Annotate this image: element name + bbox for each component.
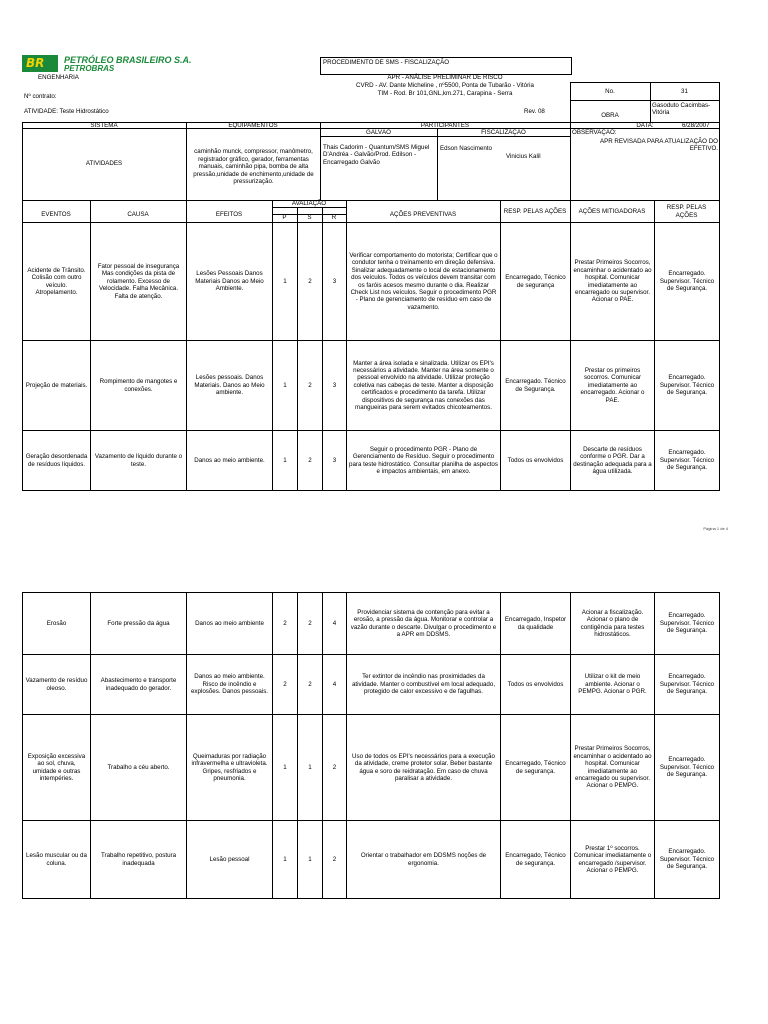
row-acoes-preventivas: Verificar comportamento do motorista; Certificar que o condutor tenha o treinamento em direção defensiva. Sinalizar adequadamente o local de estacionamento dos veículos. Todos os veículos devem transitar com os faróis acesos mesmo durante o dia. Realizar Check List nos veículos. Seguir o procedimento PGR - Plano de gerenciamento de resíduo em caso de vazamento.	[349, 251, 498, 311]
row-acoes-mitigadoras: Prestar Primeiros Socorros, encaminhar o acidentado ao hospital. Comunicar imediatamente ao encarregado ou supervisor. Acionar o PAE.	[573, 259, 652, 304]
obra-label: OBRA	[601, 112, 619, 119]
row-resp-preventivas: Encarregado, Inspetor da qualidade	[504, 616, 567, 631]
row-resp-mitigadoras: Encarregado. Supervisor. Técnico de Segurança.	[659, 612, 715, 635]
row-p: 1	[283, 456, 287, 464]
row-resp-mitigadoras: Encarregado. Supervisor. Técnico de Segurança.	[659, 449, 715, 472]
procedure-title: PROCEDIMENTO DE SMS - FISCALIZAÇÃO	[323, 59, 450, 66]
row-acoes-mitigadoras: Prestar Primeiros Socorros, encaminhar o acidentado ao hospital. Comunicar imediatamente ao encarregado ou supervisor. Acionar o PEMPG.	[573, 745, 652, 790]
row-s: 2	[308, 381, 312, 389]
col-avaliacao: AVALIAÇÃO	[291, 199, 327, 207]
number-value: 31	[681, 88, 688, 95]
row-acoes-mitigadoras: Descarte de resíduos conforme o PGR. Dar a destinação adequada para a água utilizada.	[573, 445, 652, 475]
row-r: 2	[332, 763, 337, 771]
brand-name: PETRÓLEO BRASILEIRO S.A.	[64, 55, 192, 65]
row-s: 1	[308, 855, 312, 863]
row-evento: Erosão	[46, 619, 67, 627]
row-s: 2	[308, 456, 312, 464]
row-efeito: Danos ao meio ambiente.	[194, 456, 265, 464]
observacao-value: APR REVISADA PARA ATUALIZAÇÃO DO EFETIVO.	[599, 138, 718, 153]
row-efeito: Queimaduras por radiação infravermelha e ultravioleta. Gripes, resfriados e pneumonia.	[191, 752, 268, 782]
galvao-participants: Thais Cadorim - Quantum/SMS Miguel D'Andréa - Galvão/Prod. Edilson - Encarregado Galvão	[323, 143, 430, 166]
row-evento: Lesão muscular ou da coluna.	[26, 852, 87, 867]
department: ENGENHARIA	[38, 74, 79, 81]
row-s: 2	[308, 619, 312, 627]
row-evento: Vazamento de resíduo oleoso.	[25, 677, 88, 692]
row-acoes-preventivas: Providenciar sistema de contenção para evitar a erosão, a pressão da água. Monitorar e controlar a vazão durante o descarte. Divulgar o procedimento e a APR em DDSMS.	[350, 608, 497, 638]
col-resp-mitigadoras: RESP. PELAS AÇÕES	[666, 204, 707, 219]
col-efeitos: EFEITOS	[215, 210, 243, 218]
fiscal-name-1: Edson Nascimento	[440, 145, 492, 152]
number-label: No.	[605, 88, 615, 95]
row-resp-preventivas: Todos os envolvidos	[507, 680, 564, 688]
row-resp-preventivas: Encarregado, Técnico de segurança.	[505, 852, 566, 867]
row-evento: Acidente de Trânsito. Colisão com outro veículo. Atropelamento.	[27, 266, 86, 296]
row-efeito: Danos ao meio ambiente	[195, 619, 264, 627]
row-resp-preventivas: Todos os envolvidos	[507, 456, 564, 464]
col-causa: CAUSA	[127, 210, 149, 218]
col-acoes-preventivas: AÇÕES PREVENTIVAS	[389, 210, 457, 218]
row-r: 3	[332, 456, 337, 464]
col-acoes-mitigadoras: AÇÕES MITIGADORAS	[578, 207, 646, 215]
row-efeito: Danos ao meio ambiente. Risco de incêndio e explosões. Danos pessoais.	[190, 673, 269, 696]
revision: Rev. 08	[524, 108, 545, 115]
row-r: 3	[332, 381, 337, 389]
row-p: 1	[283, 277, 287, 285]
contract-label: Nº contrato:	[24, 93, 57, 100]
row-r: 4	[332, 619, 337, 627]
row-r: 4	[332, 680, 337, 688]
galvao-header: GALVÃO	[366, 129, 391, 136]
row-p: 1	[283, 381, 287, 389]
atividades-label: ATIVIDADES	[85, 160, 123, 168]
row-s: 2	[308, 277, 312, 285]
row-causa: Trabalho repetitivo, postura inadequada	[100, 852, 177, 867]
row-s: 1	[308, 763, 312, 771]
row-s: 2	[308, 680, 312, 688]
row-p: 2	[283, 619, 287, 627]
fiscalizacao-header: FISCALIZAÇÃO	[481, 129, 526, 136]
col-s: S	[307, 214, 312, 222]
row-p: 1	[283, 763, 287, 771]
row-r: 2	[332, 855, 337, 863]
participantes-header: PARTICIPANTES	[420, 122, 470, 129]
address-cvrd: CVRD - AV. Dante Micheline , nº5500, Ponta de Tubarão - Vitória	[356, 82, 534, 89]
row-resp-mitigadoras: Encarregado. Supervisor. Técnico de Segurança.	[659, 270, 715, 293]
row-efeito: Lesões Pessoais Danos Materiais Danos ao Meio Ambiente.	[195, 270, 264, 293]
row-p: 2	[283, 680, 287, 688]
row-acoes-mitigadoras: Acionar a fiscalização. Acionar o plano de contigência para testes hidrostáticos.	[580, 608, 645, 638]
data-label: DATA:	[636, 122, 654, 129]
row-resp-mitigadoras: Encarregado. Supervisor. Técnico de Segurança.	[659, 673, 715, 696]
equipment-list: caminhão munck, compressor, manômetro, registrador gráfico, gerador, ferramentas manuais, caminhão pipa, bomba de alta pressão,unidade de enchimento,unidade de pressurização.	[193, 148, 314, 186]
row-acoes-preventivas: Manter a área isolada e sinalizada. Utilizar os EPI's necessários a atividade. Manter na área somente o pessoal envolvido na atividade. Utilizar proteção coletiva nas cabeças de teste. Manter a disposição certificados e procedimento da tarefa. Utilizar dispositivos de segurança nas conexões das mangueiras para serem evitados chicoteamentos.	[353, 359, 494, 412]
row-resp-preventivas: Encarregado. Técnico de Segurança.	[505, 378, 566, 393]
fiscal-name-2: Vinicius Kalil	[506, 153, 541, 160]
row-r: 3	[332, 277, 337, 285]
observacao-label: OBSERVAÇÃO:	[572, 129, 617, 136]
sistema-header: SISTEMA	[90, 122, 118, 129]
row-causa: Trabalho a céu aberto.	[107, 763, 170, 771]
row-acoes-mitigadoras: Prestar 1º socorros. Comunicar imediatamente o encarregado /supervisor. Acionar o PEMPG.	[573, 844, 652, 874]
row-acoes-mitigadoras: Prestar os primeiros socorros. Comunicar imediatamente ao encarregado. Acionar o PAE.	[580, 366, 645, 404]
row-resp-preventivas: Encarregado, Técnico de segurança	[505, 274, 566, 289]
data-value: 6/28/2007	[682, 122, 710, 129]
row-acoes-preventivas: Ter extintor de incêndio nas proximidades da atividade. Manter o combustível em local adequado, protegido de calor excessivo e de fagulhas.	[351, 673, 496, 696]
row-acoes-preventivas: Seguir o procedimento PGR - Plano de Gerenciamento de Resíduo. Seguir o procedimento para teste hidrostático. Consultar planilha de aspectos e impactos ambientais, em anexo.	[349, 445, 498, 475]
row-acoes-preventivas: Uso de todos os EPI's necessários para a execução da atividade, creme protetor solar. Beber bastante água e soro de reidratação. Em caso de chuva paralisar a atividade.	[352, 752, 495, 782]
row-resp-mitigadoras: Encarregado. Supervisor. Técnico de Segurança.	[659, 848, 715, 871]
activity-label: ATIVIDADE: Teste Hidrostático	[24, 108, 109, 115]
logo-br-text: BR	[26, 56, 45, 70]
address-tim: TIM - Rod. Br 101,GNL,km.271, Carapina - Serra	[377, 90, 513, 97]
brand-name-short: PETROBRAS	[64, 64, 115, 73]
page-marker: Página 1 de 4	[703, 526, 728, 531]
row-evento: Projeção de materiais.	[25, 381, 88, 389]
row-evento: Exposição excessiva ao sol, chuva, umidade e outras intempéries.	[27, 752, 86, 782]
row-p: 1	[283, 855, 287, 863]
row-efeito: Lesões pessoais. Danos Materiais. Danos ao Meio ambiente.	[194, 374, 265, 397]
row-causa: Rompimento de mangotes e conexões.	[99, 378, 178, 393]
row-resp-mitigadoras: Encarregado. Supervisor. Técnico de Segurança.	[659, 756, 715, 779]
row-resp-preventivas: Encarregado, Técnico de segurança.	[505, 760, 566, 775]
row-causa: Abastecimento e transporte inadequado do gerador.	[100, 677, 177, 692]
obra-value: Gasoduto Cacimbas-Vitória	[652, 102, 711, 117]
row-evento: Geração desordenada de resíduos líquidos.	[25, 453, 88, 468]
row-causa: Forte pressão da água	[107, 619, 170, 627]
col-eventos: EVENTOS	[41, 210, 71, 218]
row-causa: Fator pessoal de insegurança Mas condições da pista de rolamento. Excesso de Velocidade. Falha Mecânica. Falta de atenção.	[97, 262, 180, 300]
doc-title: APR - ANÁLISE PRELIMINAR DE RISCO	[387, 74, 503, 81]
col-r: R	[331, 214, 337, 222]
row-resp-mitigadoras: Encarregado. Supervisor. Técnico de Segurança.	[659, 374, 715, 397]
equipamentos-header: EQUIPAMENTOS	[228, 122, 278, 129]
row-efeito: Lesão pessoal	[209, 855, 250, 863]
row-causa: Vazamento de líquido durante o teste.	[94, 453, 183, 468]
row-acoes-preventivas: Orientar o trabalhador em DDSMS noções de ergonomia.	[360, 852, 487, 867]
col-p: P	[282, 214, 287, 222]
row-acoes-mitigadoras: Utilizar o kit de meio ambiente. Acionar o PEMPG. Acionar o PGR.	[578, 673, 647, 696]
col-resp-preventivas: RESP. PELAS AÇÕES	[503, 207, 567, 215]
